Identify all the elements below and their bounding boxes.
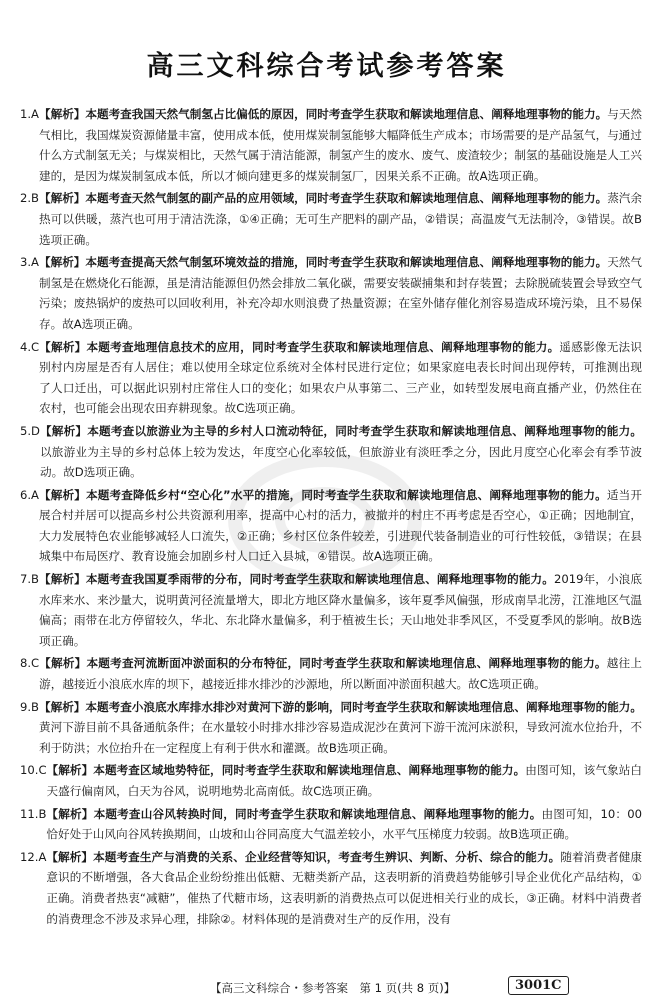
answer-item (20, 337, 642, 419)
answer-explanation: 与天然气相比，我国煤炭资源储量丰富，使用成本低，使用煤炭制氢能够大幅降低生产成本；市场需要的是产品氢气，与通过什么方式制氢无关；与煤炭相比，天然气属于清洁能源，制氢产生的废水、废气、废渣较少；制氢的基础设施是人工兴建的，是因为煤炭制氢成本低，所以才倾向建更多的煤炭制氢厂，因果关系不正确。故A选项正确。 (39, 107, 642, 183)
answer-explanation: 适当开展合村并居可以提高乡村公共资源利用率，提高中心村的活力，被撤并的村庄不再考虑是否空心，①正确；因地制宜，大力发展特色农业能够减轻人口流失，②正确；乡村区位条件较差，引进现代装备制造业的可行性较低，③错误；在县城集中布局医疗、教育设施会加剧乡村人口迁入县城，④错误。故A选项正确。 (39, 487, 642, 564)
answer-item (20, 569, 642, 651)
answer-number: 5.D (20, 423, 40, 438)
analysis-tag: 【解析】 (39, 656, 87, 671)
answer-item (20, 760, 642, 801)
answer-item (20, 653, 642, 694)
answer-focus: 本题考查小浪底水库排水排沙对黄河下游的影响，同时考查学生获取和解读地理信息、阐释地理事物的能力。 (85, 699, 642, 714)
analysis-tag: 【解析】 (46, 806, 94, 821)
page-footer (0, 976, 653, 1000)
analysis-tag: 【解析】 (46, 763, 94, 778)
answer-explanation: 黄河下游目前不具备通航条件；在水量较小时排水排沙容易造成泥沙在黄河下游干流河床淤积，导致河流水位抬升，不利于防洪；水位抬升在一定程度上有利于供水和灌溉。故B选项正确。 (39, 720, 642, 755)
answer-focus: 本题考查河流断面冲淤面积的分布特征，同时考查学生获取和解读地理信息、阐释地理事物的能力。 (86, 656, 607, 671)
answer-number: 10.C (20, 763, 47, 778)
analysis-tag: 【解析】 (39, 191, 86, 206)
answer-focus: 本题考查以旅游业为主导的乡村人口流动特征，同时考查学生获取和解读地理信息、阐释地理事物的能力。 (87, 423, 642, 438)
answer-explanation: 遥感影像无法识别村内房屋是否有人居住；难以使用全球定位系统对全体村民进行定位；如果家庭电表长时间出现停转，可推测出现了人口迁出，可以据此识别村庄常住人口的变化；如果农户从事第二、三产业，如转型发展电商直播产业，仍然住在农村，也可能会出现农田弃耕现象。故C选项正确。 (39, 339, 642, 416)
answer-focus: 本题考查区域地势特征，同时考查学生获取和解读地理信息、阐释地理事物的能力。 (93, 763, 526, 778)
answer-explanation: 以旅游业为主导的乡村总体上较为发达，年度空心化率较低，但旅游业有淡旺季之分，因此月度空心化率会有季节波动。故D选项正确。 (40, 444, 642, 480)
answer-explanation: 随着消费者健康意识的不断增强，各大食品企业纷纷推出低糖、无糖类新产品，这表明新的消费趋势能够引导企业优化产品结构，①正确。消费者热衷“减糖”，催热了代糖市场，这表明新的消费热点可以促进相关行业的成长，③正确。材料中消费者的消费理念不涉及求异心理，排除②。材料体现的是消费对生产的反作用，没有 (46, 849, 642, 926)
page-title: 高三文科综合考试参考答案 (146, 51, 507, 82)
answer-number: 3.A (20, 255, 39, 270)
answer-body (39, 252, 642, 334)
answer-body (39, 337, 642, 419)
footer-text: 【高三文科综合・参考答案 第 1 页(共 8 页)】 (210, 981, 456, 995)
answer-focus: 本题考查山谷风转换时间，同时考查学生获取和解读地理信息、阐释地理事物的能力。 (93, 806, 542, 821)
answer-item (20, 188, 642, 250)
answer-body (39, 569, 642, 651)
exam-code-badge: 3001C (508, 976, 569, 995)
answer-body (46, 804, 642, 845)
analysis-tag: 【解析】 (46, 849, 94, 864)
answer-body (39, 188, 642, 250)
answer-explanation: 由图可知，该气象站白天盛行偏南风，白天为谷风，说明地势北高南低。故C选项正确。 (46, 763, 642, 798)
answer-item (20, 847, 642, 929)
answer-number: 7.B (20, 572, 40, 587)
answer-explanation: 天然气制氢是在燃烧化石能源，虽是清洁能源但仍然会排放二氧化碳，需要安装碳捕集和封存装置；去除脱硫装置会导致空气污染；废热锅炉的废热可以回收利用，补充冷却水则浪费了热量资源；在室外储存催化剂容易造成环境污染，且不易保存。故A选项正确。 (39, 255, 642, 331)
answer-focus: 本题考查地理信息技术的应用，同时考查学生获取和解读地理信息、阐释地理事物的能力。 (86, 339, 560, 354)
answer-focus: 本题考查天然气制氢的副产品的应用领域，同时考查学生获取和解读地理信息、阐释地理事物的能力。 (85, 191, 608, 206)
answer-item (20, 485, 642, 567)
answer-list (20, 104, 642, 931)
analysis-tag: 【解析】 (40, 423, 88, 438)
answer-explanation: 蒸汽余热可以供暖，蒸汽也可用于清洁洗涤，①④正确；无可生产肥料的副产品，②错误；高温废气无法制冷，③错误。故B选项正确。 (39, 191, 642, 247)
answer-body (39, 653, 642, 694)
answer-explanation: 由图可知，10：00恰好处于山风向谷风转换期间，山坡和山谷同高度大气温差较小，水平气压梯度力较弱。故B选项正确。 (46, 806, 642, 842)
answer-number: 2.B (20, 191, 40, 206)
answer-number: 8.C (20, 656, 40, 671)
answer-number: 4.C (20, 339, 40, 354)
answer-body (39, 697, 642, 759)
answer-item (20, 252, 642, 334)
answer-body (39, 485, 642, 567)
answer-item (20, 697, 642, 759)
answer-explanation: 2019年，小浪底水库来水、来沙量大，说明黄河径流量增大，即北方地区降水量偏多，该年夏季风偏强，形成南旱北涝，江淮地区气温偏高；雨带在北方停留较久，华北、东北降水量偏多，利于植被生长；天山地处非季风区，不受夏季风的影响。故B选项正确。 (39, 572, 642, 648)
analysis-tag: 【解析】 (39, 699, 86, 714)
answer-focus: 本题考查降低乡村“空心化”水平的措施，同时考查学生获取和解读地理信息、阐释地理事物的能力。 (86, 487, 607, 502)
answer-item (20, 804, 642, 845)
answer-number: 12.A (20, 849, 47, 864)
answer-body (47, 760, 642, 801)
answer-item (20, 104, 642, 186)
answer-focus: 本题考查生产与消费的关系、企业经营等知识，考查考生辨识、判断、分析、综合的能力。 (93, 849, 561, 864)
analysis-tag: 【解析】 (39, 339, 87, 354)
analysis-tag: 【解析】 (39, 572, 86, 587)
answer-number: 6.A (20, 487, 39, 502)
answer-number: 1.A (20, 107, 39, 121)
analysis-tag: 【解析】 (39, 487, 87, 502)
answer-focus: 本题考查提高天然气制氢环境效益的措施，同时考查学生获取和解读地理信息、阐释地理事物的能力。 (85, 255, 608, 270)
answer-focus: 本题考查我国天然气制氢占比偏低的原因，同时考查学生获取和解读地理信息、阐释地理事物的能力。 (85, 107, 608, 121)
analysis-tag: 【解析】 (39, 107, 86, 121)
answer-item (20, 421, 642, 483)
answer-number: 11.B (20, 806, 47, 821)
answer-body (39, 104, 642, 186)
answer-number: 9.B (20, 699, 40, 714)
answer-focus: 本题考查我国夏季雨带的分布，同时考查学生获取和解读地理信息、阐释地理事物的能力。 (85, 572, 554, 587)
answer-explanation: 越往上游，越接近小浪底水库的坝下，越接近排水排沙的沙源地，所以断面冲淤面积越大。故C选项正确。 (39, 656, 642, 692)
analysis-tag: 【解析】 (39, 255, 86, 270)
answer-body (46, 847, 642, 929)
answer-body (40, 421, 642, 483)
